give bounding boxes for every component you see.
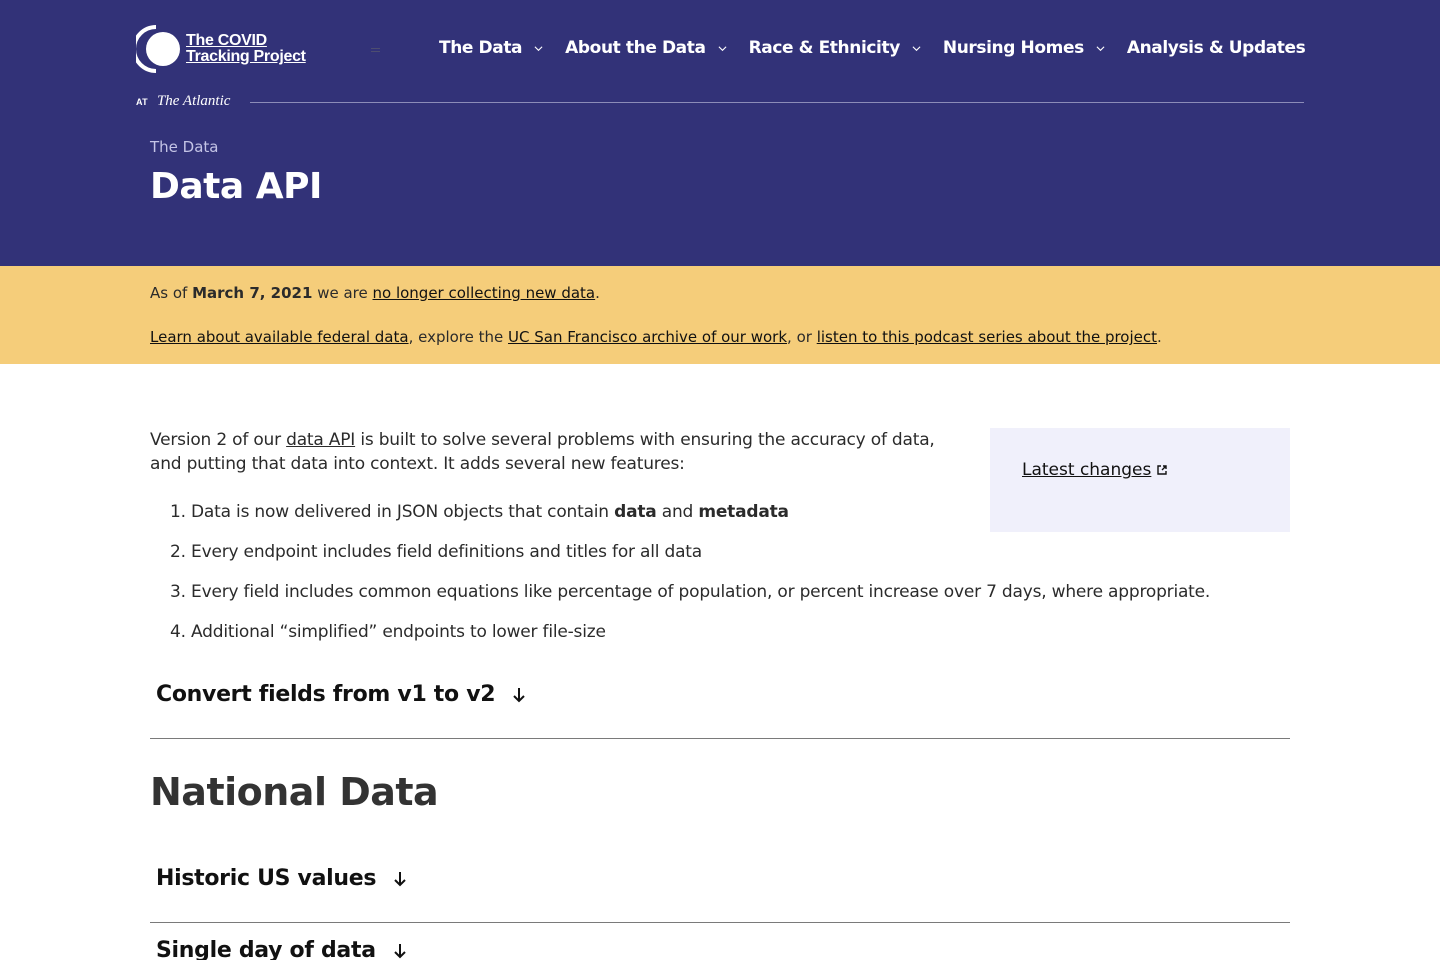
logo-line1: The COVID xyxy=(186,32,267,49)
feature-item xyxy=(170,540,1270,580)
feature-text: Every field includes common equations like percentage of population, or percent increase over 7 days, where appropriate. xyxy=(191,582,1211,602)
notice-text: we are xyxy=(312,284,373,302)
notice-line-1 xyxy=(150,283,1290,303)
main-nav xyxy=(439,38,1305,58)
feature-bold: data xyxy=(614,502,657,522)
feature-number: 2. xyxy=(170,542,186,562)
nav-item-race-ethnicity[interactable] xyxy=(749,38,921,58)
federal-data-link[interactable]: Learn about available federal data xyxy=(150,328,409,346)
arrow-down-icon xyxy=(511,686,527,704)
latest-changes-link[interactable] xyxy=(1022,460,1168,480)
nav-item-about-the-data[interactable] xyxy=(565,38,726,58)
notice-date: March 7, 2021 xyxy=(192,284,313,302)
notice-text: . xyxy=(1157,328,1162,346)
arrow-down-icon xyxy=(392,870,408,888)
notice-text: . xyxy=(595,284,600,302)
feature-text: Data is now delivered in JSON objects that contain xyxy=(191,502,615,522)
single-day-toggle[interactable] xyxy=(150,938,1290,960)
feature-text: Additional “simplified” endpoints to lower file-size xyxy=(191,622,606,642)
notice-text: , explore the xyxy=(408,328,509,346)
nav-item-nursing-homes[interactable] xyxy=(943,38,1105,58)
breadcrumb[interactable]: The Data xyxy=(150,138,219,156)
logo-text xyxy=(186,33,306,65)
nav-label: Nursing Homes xyxy=(942,38,1084,58)
nav-label: About the Data xyxy=(565,38,706,58)
convert-fields-heading xyxy=(150,682,1290,707)
feature-bold: metadata xyxy=(698,502,789,522)
convert-fields-toggle[interactable] xyxy=(150,682,1290,739)
nav-label: Analysis & Updates xyxy=(1126,38,1306,58)
notice-text: , or xyxy=(787,328,817,346)
logo-icon xyxy=(136,24,186,74)
podcast-link[interactable]: listen to this podcast series about the project xyxy=(816,328,1158,346)
chevron-down-icon xyxy=(1096,44,1105,53)
nav-item-the-data[interactable] xyxy=(439,38,543,58)
historic-us-values-toggle[interactable] xyxy=(150,866,1290,923)
feature-item xyxy=(170,620,1270,660)
feature-text: Every endpoint includes field definitions and titles for all data xyxy=(191,542,702,562)
nav-item-analysis-updates[interactable] xyxy=(1127,38,1306,58)
header-divider xyxy=(250,102,1304,103)
feature-number: 4. xyxy=(170,622,186,642)
national-data-heading: National Data xyxy=(150,770,439,814)
latest-changes-label: Latest changes xyxy=(1022,460,1152,480)
features-list xyxy=(170,500,1270,660)
intro-text: Version 2 of our xyxy=(150,430,287,450)
notice-line-2 xyxy=(150,327,1290,347)
feature-item xyxy=(170,580,1270,620)
nav-label: The Data xyxy=(439,38,523,58)
data-api-link[interactable]: data API xyxy=(286,430,356,450)
chevron-down-icon xyxy=(534,44,543,53)
notice-text: As of xyxy=(150,284,193,302)
external-link-icon xyxy=(1156,464,1168,476)
toggle-label: Single day of data xyxy=(156,938,376,960)
arrow-down-icon xyxy=(392,942,408,960)
partner-name: The Atlantic xyxy=(156,93,231,109)
intro-paragraph xyxy=(150,428,950,476)
logo-line2: Tracking Project xyxy=(186,48,306,65)
feature-text: and xyxy=(656,502,699,522)
chevron-down-icon xyxy=(718,44,727,53)
feature-item xyxy=(170,500,1270,540)
chevron-down-icon xyxy=(912,44,921,53)
feature-number: 3. xyxy=(170,582,186,602)
menu-icon[interactable] xyxy=(371,48,380,54)
toggle-label: Historic US values xyxy=(156,866,377,891)
ucsf-archive-link[interactable]: UC San Francisco archive of our work xyxy=(508,328,788,346)
partner-prefix: AT xyxy=(136,96,148,107)
intro-text: is built to solve several problems with ensuring the accuracy of data, and putting that data into context. It adds several new features: xyxy=(150,430,935,474)
single-day-heading xyxy=(150,938,1290,960)
no-longer-collecting-link[interactable]: no longer collecting new data xyxy=(372,284,596,302)
partner-credit[interactable] xyxy=(136,93,230,110)
feature-number: 1. xyxy=(170,502,186,522)
page-title: Data API xyxy=(150,166,322,207)
toggle-label: Convert fields from v1 to v2 xyxy=(156,682,496,707)
site-logo[interactable] xyxy=(136,24,306,74)
site-header xyxy=(0,0,1440,266)
nav-label: Race & Ethnicity xyxy=(748,38,900,58)
notice-banner xyxy=(0,266,1440,364)
historic-us-values-heading xyxy=(150,866,1290,891)
